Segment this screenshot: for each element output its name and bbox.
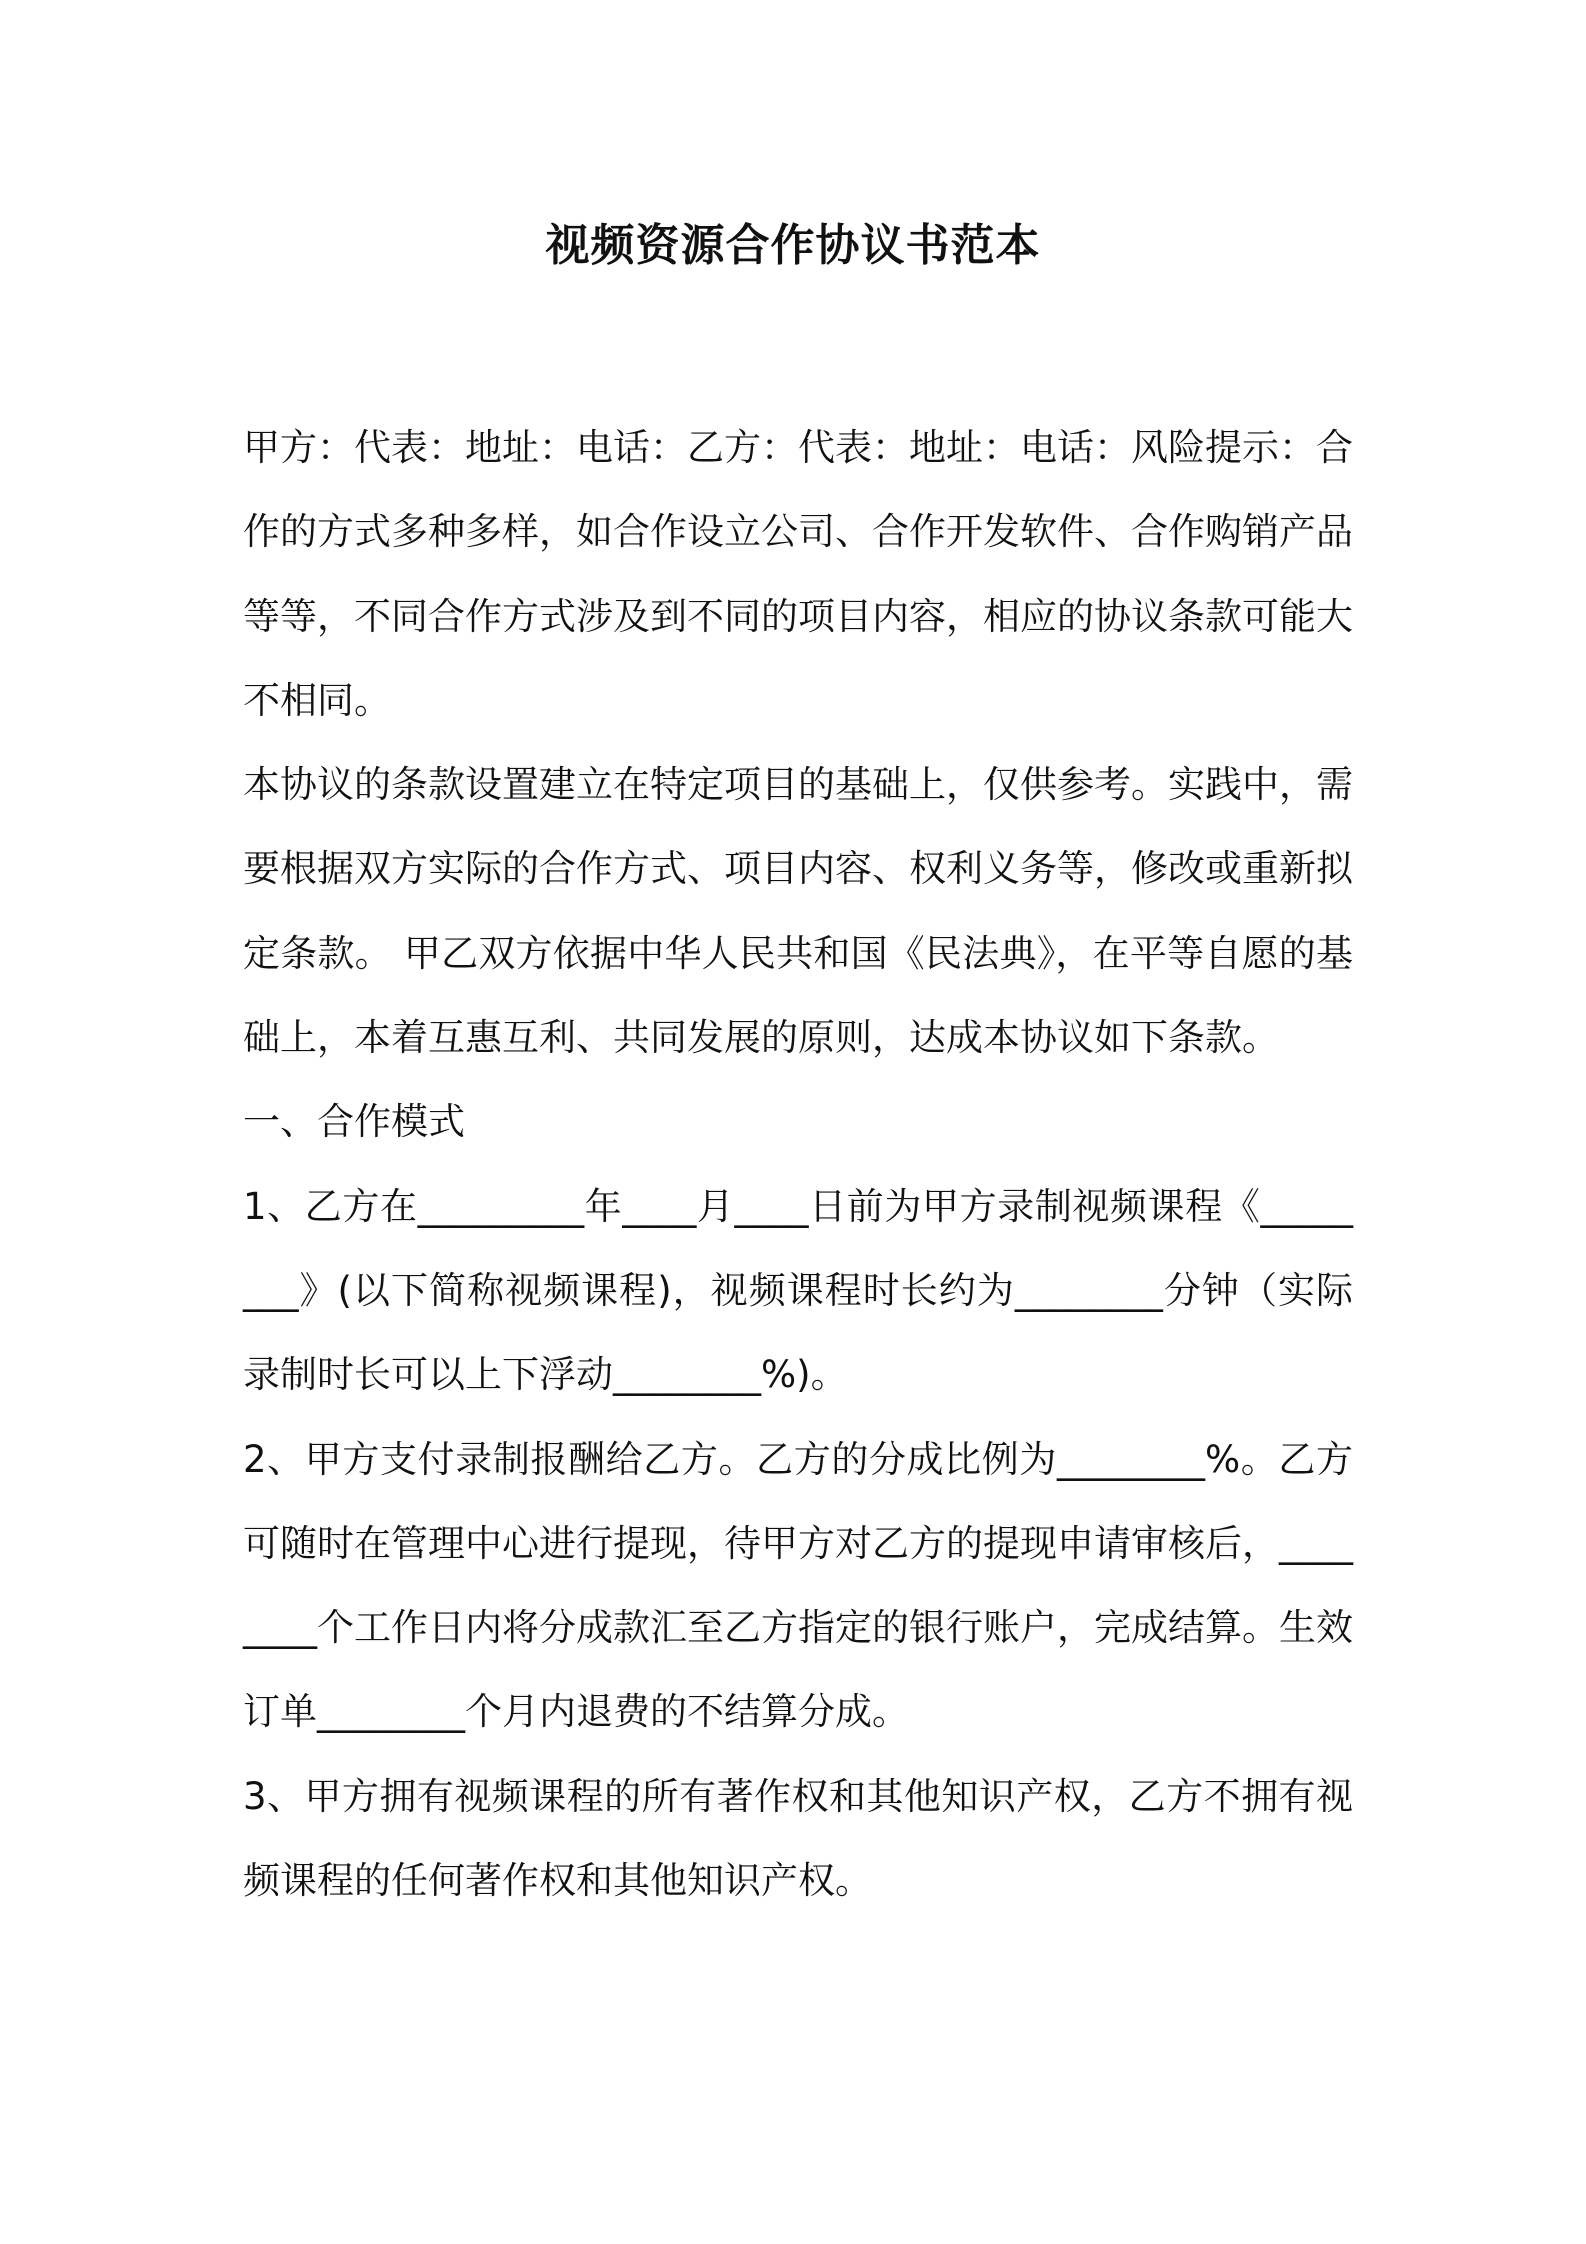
clause-1-video-recording: 1、乙方在_________年____月____日前为甲方录制视频课程《________》(以下简称视频课程)，视频课程时长约为________分钟（实际录制时长可以上下浮动________%)。 — [243, 1184, 1353, 1397]
clause-3-intellectual-property: 3、甲方拥有视频课程的所有著作权和其他知识产权，乙方不拥有视频课程的任何著作权和其他知识产权。 — [243, 1774, 1353, 1903]
paragraph-agreement-basis: 本协议的条款设置建立在特定项目的基础上，仅供参考。实践中，需要根据双方实际的合作方式、项目内容、权利义务等，修改或重新拟定条款。 甲乙双方依据中华人民共和国《民法典》，在平等自愿的基础上，本着互惠互利、共同发展的原则，达成本协议如下条款。 — [243, 763, 1353, 1060]
document-title: 视频资源合作协议书范本 — [545, 220, 1041, 271]
document-body — [243, 406, 1353, 1923]
paragraph-parties-and-risk-notice: 甲方：代表：地址：电话：乙方：代表：地址：电话：风险提示：合作的方式多种多样，如合作设立公司、合作开发软件、合作购销产品等等，不同合作方式涉及到不同的项目内容，相应的协议条款可能大不相同。 — [243, 426, 1353, 722]
clause-2-payment-settlement: 2、甲方支付录制报酬给乙方。乙方的分成比例为________%。乙方可随时在管理中心进行提现，待甲方对乙方的提现申请审核后，________个工作日内将分成款汇至乙方指定的银行账户，完成结算。生效订单________个月内退费的不结算分成。 — [243, 1437, 1353, 1734]
section-heading-cooperation-mode: 一、合作模式 — [243, 1100, 465, 1144]
